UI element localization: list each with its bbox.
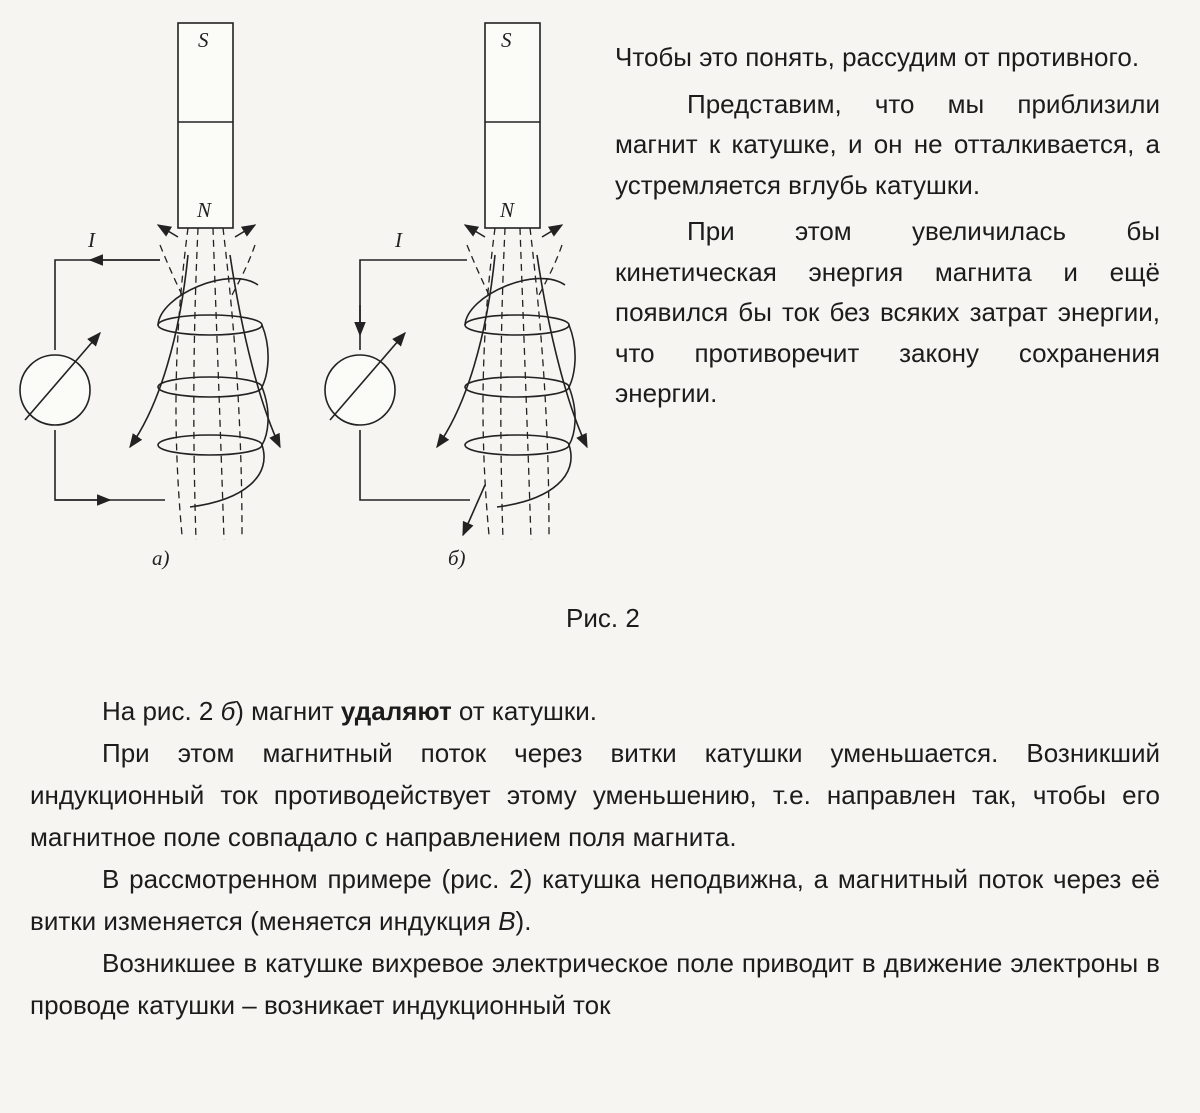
body-p3-italic: B — [498, 906, 516, 936]
body-paragraph-3 — [30, 858, 1160, 942]
panel-b — [325, 23, 587, 540]
body-p1-italic: б — [220, 696, 236, 726]
figure-caption: Рис. 2 — [566, 603, 640, 633]
magnet-b-bottom-pole: N — [500, 198, 515, 222]
magnet-a-top-pole: S — [198, 28, 209, 52]
body-paragraph-4: Возникшее в катушке вихревое электрическое поле приводит в движение электроны в проводе катушки – возникает индукционный ток — [30, 948, 1160, 1020]
body-paragraph-1 — [30, 690, 1160, 732]
body-p3-pre: В рассмотренном примере (рис. 2) катушка неподвижна, а магнитный поток через её витки изменяется (меняется индукция — [30, 864, 1160, 936]
sublabel-b: б) — [448, 546, 466, 570]
body-paragraph-2: При этом магнитный поток через витки катушки уменьшается. Возникший индукционный ток противодействует этому уменьшению, т.е. направлен так, чтобы его магнитное поле совпадало с направлением поля магнита. — [30, 738, 1160, 852]
side-text — [615, 37, 1160, 414]
magnet-b-top-pole: S — [501, 28, 512, 52]
side-paragraph-3: При этом увеличилась бы кинетическая энергия магнита и ещё появился бы ток без всяких затрат энергии, что противоречит закону сохранения энергии. — [615, 216, 1160, 408]
sublabel-a: а) — [152, 546, 170, 570]
coil-a — [158, 279, 268, 507]
figure-2 — [10, 15, 610, 595]
body-p1-post: от катушки. — [451, 696, 597, 726]
body-p3-post: ). — [515, 906, 532, 936]
coil-b — [465, 279, 575, 507]
current-label-b: I — [395, 228, 402, 252]
panel-a — [20, 23, 280, 540]
current-label-a: I — [88, 228, 95, 252]
magnet-a-bottom-pole: N — [197, 198, 212, 222]
body-text — [30, 690, 1160, 1026]
body-p1-bold: удаляют — [340, 696, 452, 726]
body-p1-mid: ) магнит — [235, 696, 341, 726]
body-p1-pre: На рис. 2 — [102, 696, 221, 726]
side-paragraph-2: Представим, что мы приблизили магнит к катушке, и он не отталкивается, а устремляется вглубь катушки. — [615, 88, 1160, 200]
side-paragraph-1: Чтобы это понять, рассудим от противного. — [615, 42, 1140, 72]
